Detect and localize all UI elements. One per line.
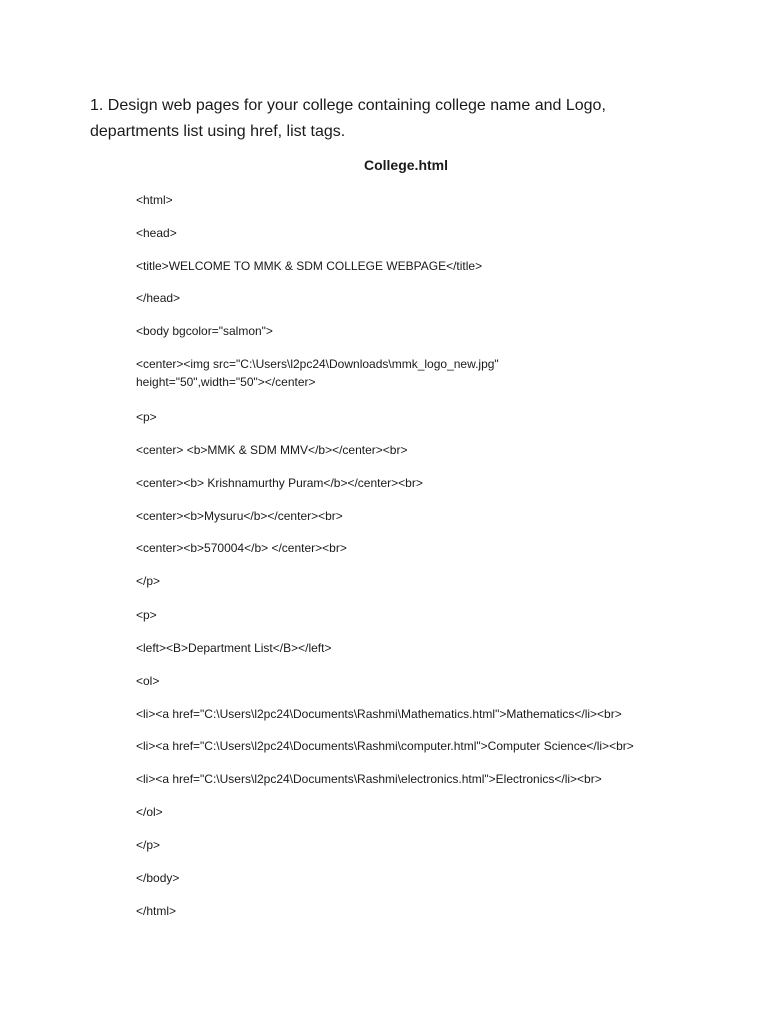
code-line: <li><a href="C:\Users\l2pc24\Documents\Rashmi\computer.html">Computer Science</li><br> [136,739,634,753]
code-line: <center><b>Mysuru</b></center><br> [136,509,343,523]
code-line: </p> [136,838,161,852]
code-line: <center><img src="C:\Users\l2pc24\Downloads\mmk_logo_new.jpg" height="50",width="50"></center> [136,357,499,389]
code-line: </p> [136,574,161,588]
code-line: <title>WELCOME TO MMK & SDM COLLEGE WEBPAGE</title> [136,259,483,273]
code-line: </body> [136,871,180,885]
code-line: <ol> [136,674,160,688]
code-line: <head> [136,226,177,240]
code-line: <body bgcolor="salmon"> [136,324,273,338]
code-line: <html> [136,193,173,207]
code-line: </html> [136,904,177,918]
code-line: <p> [136,410,157,424]
code-line: </ol> [136,805,163,819]
code-line: <p> [136,608,157,622]
code-line: </head> [136,291,181,305]
code-line: <center><b>570004</b> </center><br> [136,541,347,555]
code-line: <left><B>Department List</B></left> [136,641,332,655]
code-line: <center> <b>MMK & SDM MMV</b></center><br> [136,443,408,457]
code-line: <li><a href="C:\Users\l2pc24\Documents\Rashmi\electronics.html">Electronics</li><br> [136,772,602,786]
code-line: <li><a href="C:\Users\l2pc24\Documents\Rashmi\Mathematics.html">Mathematics</li><br> [136,707,622,721]
assignment-question: 1. Design web pages for your college containing college name and Logo, departments list using href, list tags. [90,97,606,140]
file-title: College.html [363,157,448,173]
code-line: <center><b> Krishnamurthy Puram</b></center><br> [136,476,423,490]
